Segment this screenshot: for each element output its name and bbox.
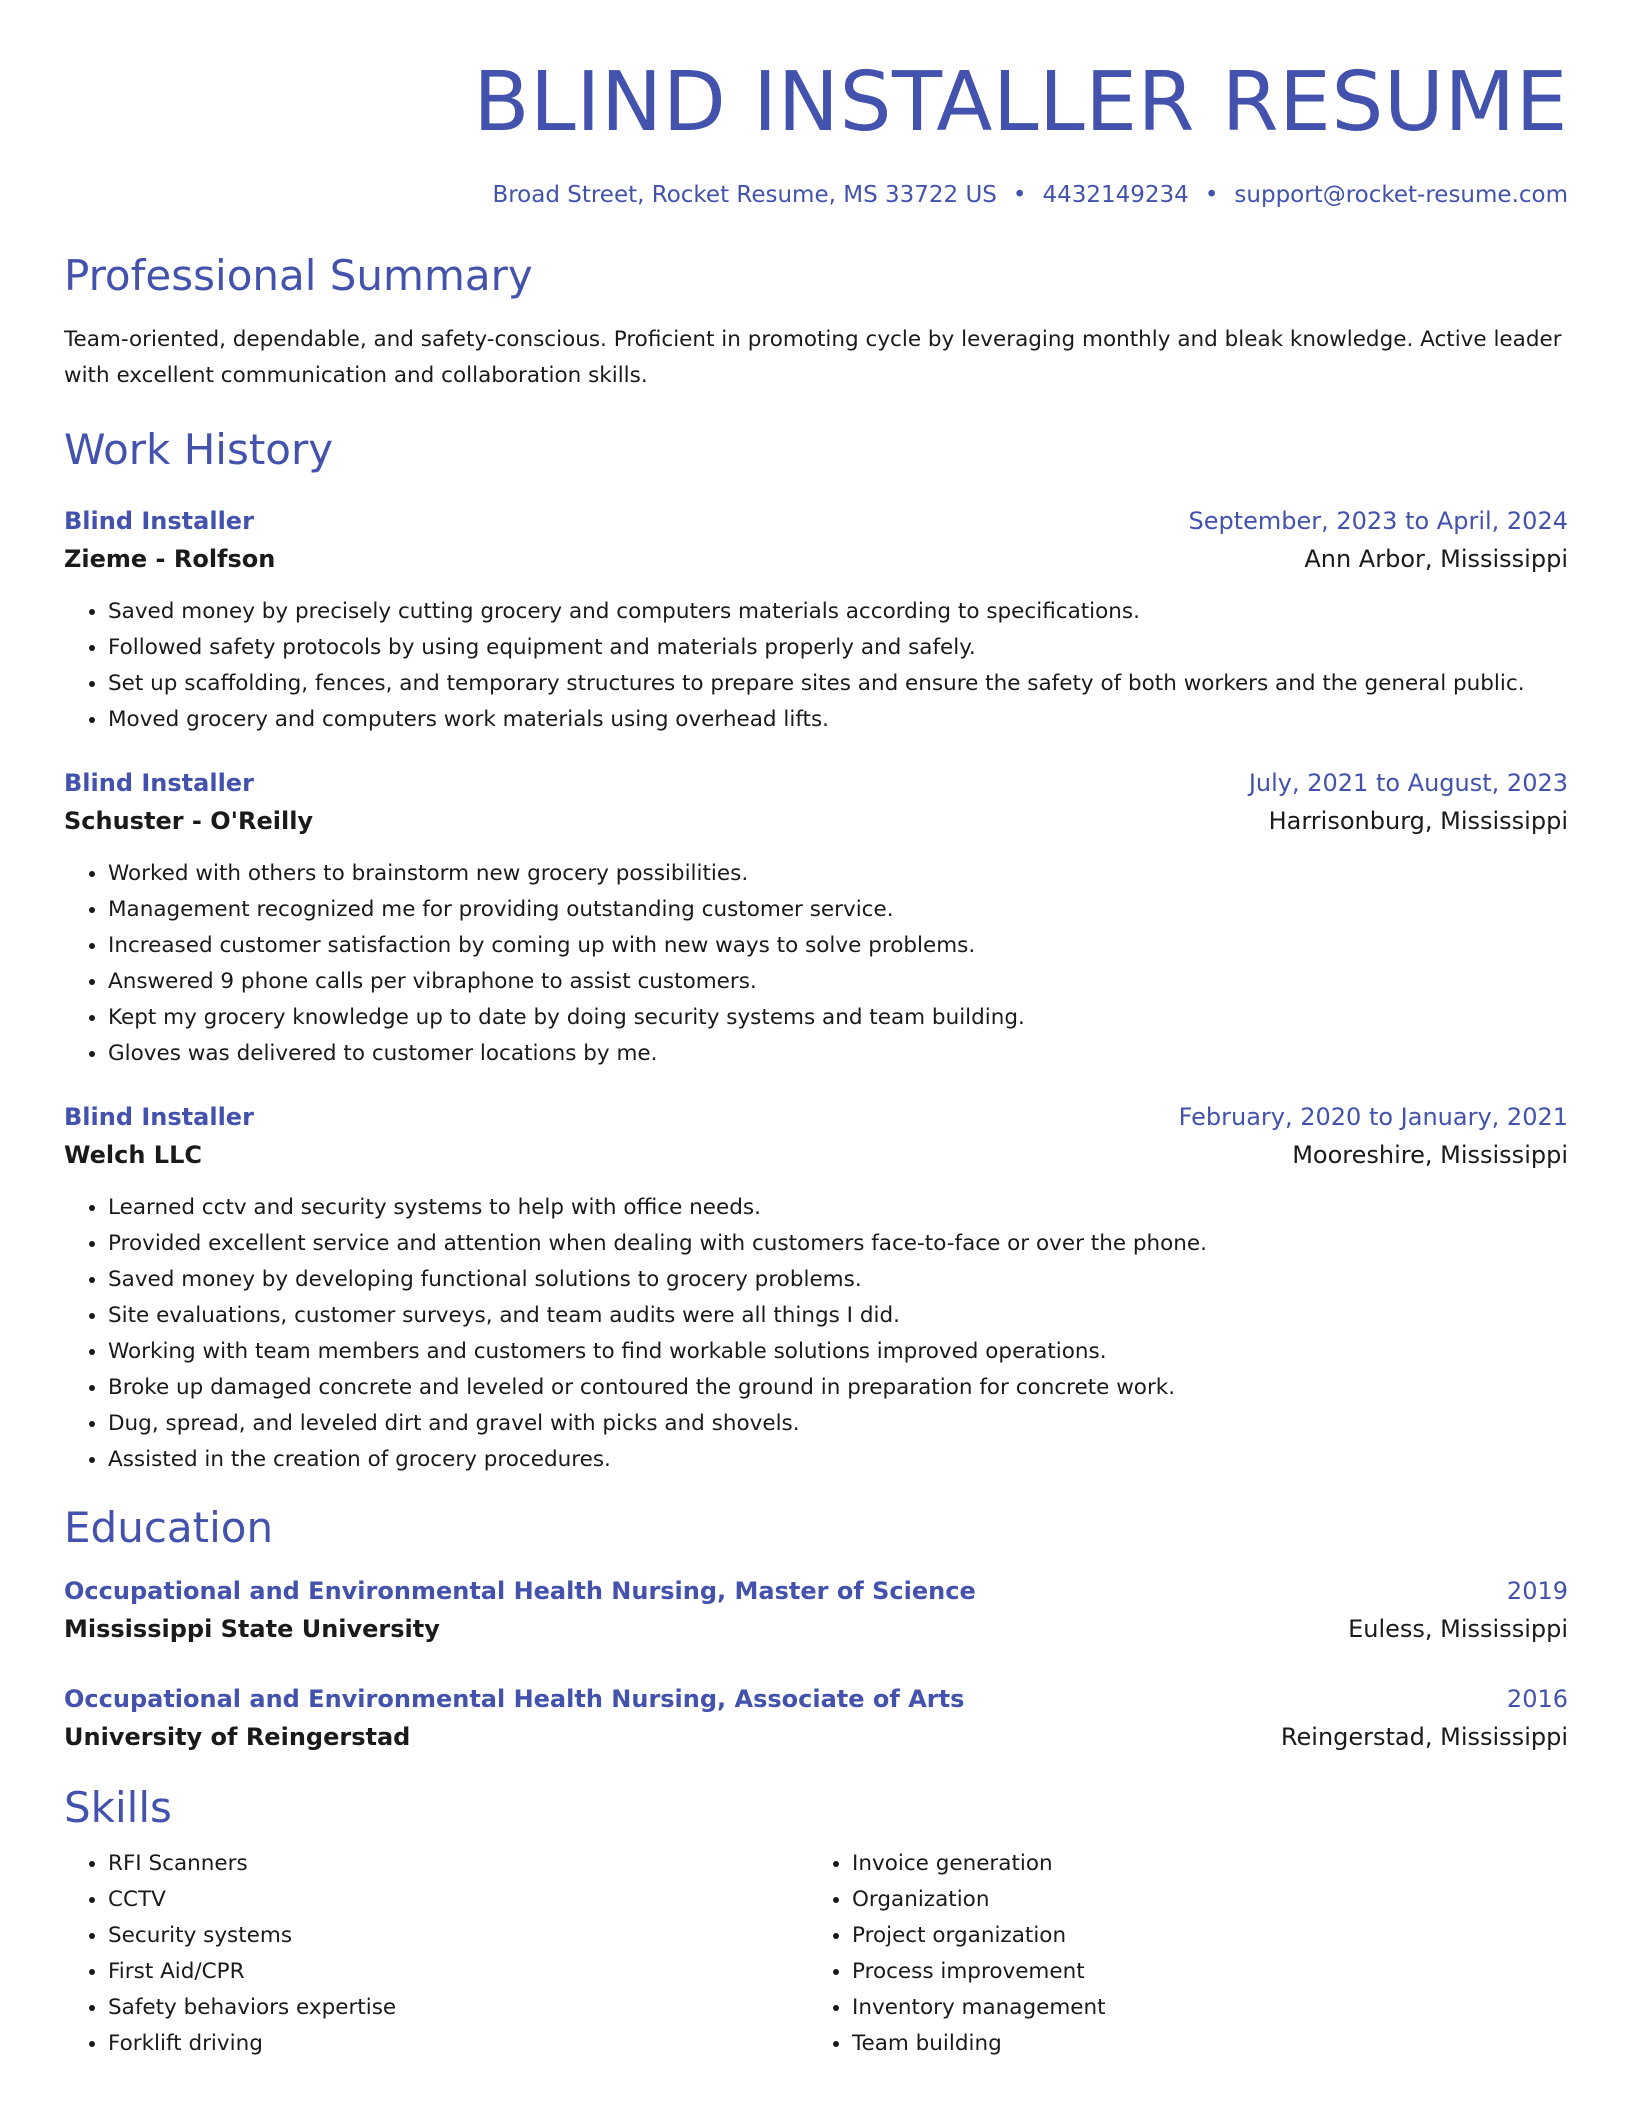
- bullet-item: • Working with team members and customers to find workable solutions improved operations.: [108, 1334, 1568, 1370]
- job-title: Blind Installer: [64, 769, 254, 797]
- education-entry: [64, 1680, 1568, 1756]
- separator-dot: •: [1204, 182, 1219, 208]
- job-bullets: [64, 594, 1568, 738]
- job-bullets: [64, 1190, 1568, 1478]
- resume-title: BLIND INSTALLER RESUME: [473, 55, 1568, 150]
- skill-item: • Inventory management: [852, 1990, 1552, 2026]
- section-heading-work: Work History: [64, 425, 334, 474]
- address: Broad Street, Rocket Resume, MS 33722 US: [492, 182, 997, 208]
- phone: 4432149234: [1042, 182, 1189, 208]
- job-entry: [64, 502, 1568, 738]
- school-location: Reingerstad, Mississippi: [1280, 1723, 1568, 1751]
- education-entry: [64, 1572, 1568, 1648]
- email: support@rocket-resume.com: [1234, 182, 1568, 208]
- job-location: Mooreshire, Mississippi: [1292, 1141, 1568, 1169]
- bullet-item: • Broke up damaged concrete and leveled or contoured the ground in preparation for concrete work.: [108, 1370, 1568, 1406]
- employer: Welch LLC: [64, 1141, 202, 1169]
- bullet-item: • Increased customer satisfaction by coming up with new ways to solve problems.: [108, 928, 1568, 964]
- bullet-item: • Gloves was delivered to customer locations by me.: [108, 1036, 1568, 1072]
- bullet-item: • Set up scaffolding, fences, and temporary structures to prepare sites and ensure the safety of both workers and the general public.: [108, 666, 1568, 702]
- bullet-item: • Saved money by developing functional solutions to grocery problems.: [108, 1262, 1568, 1298]
- bullet-item: • Followed safety protocols by using equipment and materials properly and safely.: [108, 630, 1568, 666]
- job-entry: [64, 764, 1568, 1072]
- bullet-item: • Site evaluations, customer surveys, and team audits were all things I did.: [108, 1298, 1568, 1334]
- skills-column-right: [808, 1846, 1552, 2062]
- resume-page: [64, 0, 1568, 2062]
- degree: Occupational and Environmental Health Nursing, Associate of Arts: [64, 1685, 965, 1713]
- bullet-item: • Assisted in the creation of grocery procedures.: [108, 1442, 1568, 1478]
- school: Mississippi State University: [64, 1615, 440, 1643]
- job-location: Ann Arbor, Mississippi: [1304, 545, 1568, 573]
- job-dates: September, 2023 to April, 2024: [1188, 507, 1568, 535]
- bullet-item: • Provided excellent service and attention when dealing with customers face-to-face or over the phone.: [108, 1226, 1568, 1262]
- skills-column-left: [64, 1846, 808, 2062]
- skill-item: • First Aid/CPR: [108, 1954, 808, 1990]
- contact-line: [64, 180, 1568, 210]
- skill-item: • Project organization: [852, 1918, 1552, 1954]
- bullet-item: • Worked with others to brainstorm new grocery possibilities.: [108, 856, 1568, 892]
- skill-item: • Organization: [852, 1882, 1552, 1918]
- job-bullets: [64, 856, 1568, 1072]
- skill-item: • Process improvement: [852, 1954, 1552, 1990]
- job-location: Harrisonburg, Mississippi: [1268, 807, 1568, 835]
- job-entry: [64, 1098, 1568, 1478]
- school-location: Euless, Mississippi: [1348, 1615, 1568, 1643]
- section-heading-skills: Skills: [64, 1783, 172, 1832]
- degree: Occupational and Environmental Health Nursing, Master of Science: [64, 1577, 976, 1605]
- bullet-item: • Moved grocery and computers work materials using overhead lifts.: [108, 702, 1568, 738]
- bullet-item: • Learned cctv and security systems to help with office needs.: [108, 1190, 1568, 1226]
- job-title: Blind Installer: [64, 1103, 254, 1131]
- employer: Zieme - Rolfson: [64, 545, 276, 573]
- skill-item: • RFI Scanners: [108, 1846, 808, 1882]
- skill-item: • CCTV: [108, 1882, 808, 1918]
- separator-dot: •: [1012, 182, 1027, 208]
- graduation-year: 2016: [1506, 1685, 1568, 1713]
- section-heading-education: Education: [64, 1503, 274, 1552]
- skill-item: • Forklift driving: [108, 2026, 808, 2062]
- bullet-item: • Kept my grocery knowledge up to date by doing security systems and team building.: [108, 1000, 1568, 1036]
- bullet-item: • Dug, spread, and leveled dirt and gravel with picks and shovels.: [108, 1406, 1568, 1442]
- work-history-list: [64, 502, 1568, 1478]
- skill-item: • Invoice generation: [852, 1846, 1552, 1882]
- summary-text: Team-oriented, dependable, and safety-conscious. Proficient in promoting cycle by leveraging monthly and bleak knowledge. Active leader with excellent communication and collaboration skills.: [64, 327, 1562, 388]
- bullet-item: • Management recognized me for providing outstanding customer service.: [108, 892, 1568, 928]
- graduation-year: 2019: [1506, 1577, 1568, 1605]
- skill-item: • Safety behaviors expertise: [108, 1990, 808, 2026]
- skill-item: • Security systems: [108, 1918, 808, 1954]
- bullet-item: • Saved money by precisely cutting grocery and computers materials according to specifications.: [108, 594, 1568, 630]
- section-heading-summary: Professional Summary: [64, 251, 533, 300]
- skills-list: [64, 1846, 1568, 2062]
- school: University of Reingerstad: [64, 1723, 411, 1751]
- job-dates: July, 2021 to August, 2023: [1248, 769, 1568, 797]
- bullet-item: • Answered 9 phone calls per vibraphone to assist customers.: [108, 964, 1568, 1000]
- skill-item: • Team building: [852, 2026, 1552, 2062]
- employer: Schuster - O'Reilly: [64, 807, 314, 835]
- job-dates: February, 2020 to January, 2021: [1178, 1103, 1568, 1131]
- job-title: Blind Installer: [64, 507, 254, 535]
